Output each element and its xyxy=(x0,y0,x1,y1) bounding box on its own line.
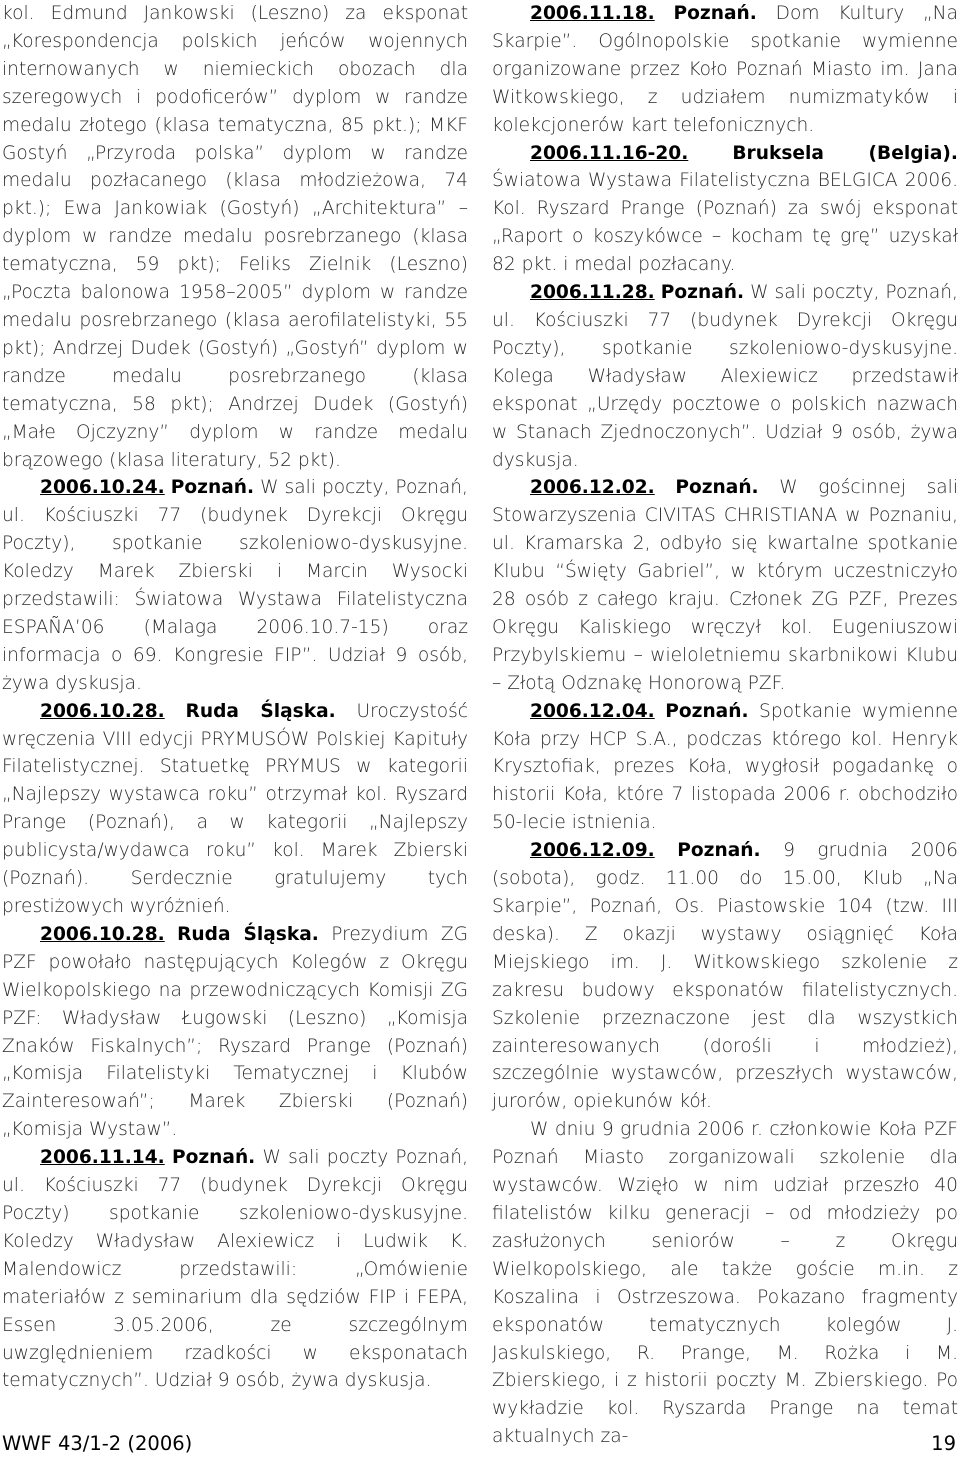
entry-2006-12-09 xyxy=(492,837,958,1116)
entry-place: Ruda Śląska. xyxy=(185,700,336,722)
entry-date: 2006.11.28. xyxy=(530,282,655,304)
entry-place: Poznań. xyxy=(677,840,761,862)
entry-text: Światowa Wystawa Filatelistyczna BELGICA 2006. Kol. Ryszard Prange (Poznań) za swój eksponat „Raport o koszykówce – kocham tę grę” uzyskał 82 pkt. i medal pozłacany. xyxy=(492,170,958,276)
entry-place: Poznań. xyxy=(665,700,749,722)
entry-place: Poznań. xyxy=(170,477,255,499)
entry-date: 2006.10.28. xyxy=(40,923,165,945)
entry-place: Ruda Śląska. xyxy=(177,923,319,945)
entry-place: Bruksela (Belgia). xyxy=(732,142,958,164)
entry-2006-11-14 xyxy=(2,1144,468,1395)
entry-2006-12-04 xyxy=(492,698,958,838)
entry-date: 2006.11.14. xyxy=(40,1147,165,1169)
entry-text: Uroczystość wręczenia VIII edycji PRYMUSÓW Polskiej Kapituły Filatelistycznej. Statuetkę PRYMUS w kategorii „Najlepszy wystawca roku” otrzymał kol. Ryszard Prange (Poznań), a w kategorii „Najlepszy publicysta/wydawca roku” kol. Marek Zbierski (Poznań). Serdecznie gratulujemy tych prestiżowych wyróżnień. xyxy=(2,700,468,917)
entry-text: W gościnnej sali Stowarzyszenia CIVITAS CHRISTIANA w Poznaniu, ul. Kramarska 2, odbyło się kwartalne spotkanie Klubu “Święty Gabriel”, w którym uczestniczyło 28 osób z całego kraju. Członek ZG PZF, Prezes Okręgu Kaliskiego wręczył kol. Eugeniuszowi Przybylskiemu – wieloletniemu skarbnikowi Klubu – Złotą Odznakę Honorową PZF. xyxy=(492,477,959,694)
entry-date: 2006.11.18. xyxy=(530,3,655,24)
entry-text: W sali poczty, Poznań, ul. Kościuszki 77 (budynek Dyrekcji Okręgu Poczty), spotkanie szkoleniowo-dyskusyjne. Koledzy Marek Zbierski i Marcin Wysocki przedstawili: Światowa Wystawa Filatelistyczna ESPAÑA’06 (Malaga 2006.10.7-15) oraz informacja o 69. Kongresie FIP”. Udział 9 osób, żywa dyskusja. xyxy=(2,477,468,694)
left-column xyxy=(2,0,468,1395)
entry-date: 2006.12.02. xyxy=(530,477,655,499)
entry-text: Spotkanie wymienne Koła przy HCP S.A., podczas którego kol. Henryk Krysztofiak, prezes Koła, wygłosił pogadankę o historii Koła, które 7 listopada 2006 r. obchodziło 50-lecie istnienia. xyxy=(492,700,958,834)
entry-text: W sali poczty Poznań, ul. Kościuszki 77 (budynek Dyrekcji Okręgu Poczty) spotkanie szkoleniowo-dyskusyjne. Koledzy Władysław Alexiewicz i Ludwik K. Malendowicz przedstawili: „Omówienie materiałów z seminarium dla sędziów FIP i FEPA, Essen 3.05.2006, ze szczególnym uwzględnieniem rzadkości w eksponatach tematycznych”. Udział 9 osób, żywa dyskusja. xyxy=(2,1147,468,1392)
entry-date: 2006.11.16-20. xyxy=(530,142,689,164)
entry-date: 2006.10.24. xyxy=(40,477,165,499)
entry-text: 9 grudnia 2006 (sobota), godz. 11.00 do 15.00, Klub „Na Skarpie”, Poznań, Os. Piastowskie 104 (tzw. III deska). Z okazji wystawy osiągnięć Koła Miejskiego im. J. Witkowskiego szkolenie z zakresu budowy eksponatów filatelistycznych. Szkolenie przeznaczone jest dla wszystkich zainteresowanych (dorośli i młodzież), szczególnie wystawców, przeszłych wystawców, jurorów, opiekunów kół. xyxy=(492,840,958,1113)
page-footer xyxy=(2,1432,956,1455)
entry-place: Poznań. xyxy=(673,3,757,24)
entry-2006-10-24 xyxy=(2,474,468,697)
entry-2006-11-16-20 xyxy=(492,140,958,280)
right-column xyxy=(492,0,958,1451)
entry-2006-11-28 xyxy=(492,279,958,474)
entry-2006-11-18 xyxy=(492,0,958,140)
entry-place: Poznań. xyxy=(675,477,759,499)
entry-date: 2006.12.09. xyxy=(530,840,655,862)
paragraph-awards-continued: kol. Edmund Jankowski (Leszno) za eksponat „Korespondencja polskich jeńców wojennych internowanych w niemieckich obozach dla szeregowych i podoficerów” dyplom w randze medalu złotego (klasa tematyczna, 85 pkt.); MKF Gostyń „Przyroda polska” dyplom w randze medalu pozłacanego (klasa młodzieżowa, 74 pkt.); Ewa Jankowiak (Gostyń) „Architektura” – dyplom w randze medalu posrebrzanego (klasa tematyczna, 59 pkt); Feliks Zielnik (Leszno) „Poczta balonowa 1958–2005” dyplom w randze medalu posrebrzanego (klasa aerofilatelistyki, 55 pkt); Andrzej Dudek (Gostyń) „Gostyń” dyplom w randze medalu posrebrzanego (klasa tematyczna, 58 pkt); Andrzej Dudek (Gostyń) „Małe Ojczyzny” dyplom w randze medalu brązowego (klasa literatury, 52 pkt). xyxy=(2,3,468,471)
entry-2006-12-02 xyxy=(492,474,958,697)
entry-text: Dom Kultury „Na Skarpie”. Ogólnopolskie spotkanie wymienne organizowane przez Koło Poznań Miasto im. Jana Witkowskiego, z udziałem numizmatyków i kolekcjonerów kart telefonicznych. xyxy=(492,3,958,136)
entry-place: Poznań. xyxy=(660,282,745,304)
entry-text: W sali poczty, Poznań, ul. Kościuszki 77 (budynek Dyrekcji Okręgu Poczty), spotkanie szkoleniowo-dyskusyjne. Kolega Władysław Alexiewicz przedstawił eksponat „Urzędy pocztowe o polskich nazwach w Stanach Zjednoczonych”. Udział 9 osób, żywa dyskusja. xyxy=(492,282,958,471)
entry-2006-10-28-a xyxy=(2,698,468,921)
entry-date: 2006.12.04. xyxy=(530,700,655,722)
page-number: 19 xyxy=(931,1432,956,1455)
entry-date: 2006.10.28. xyxy=(40,700,165,722)
entry-2006-10-28-b xyxy=(2,921,468,1144)
entry-text: Prezydium ZG PZF powołało następujących Kolegów z Okręgu Wielkopolskiego na przewodniczących Komisji ZG PZF: Władysław Ługowski (Leszno) „Komisja Znaków Fiskalnych”; Ryszard Prange (Poznań) „Komisja Filatelistyki Tematycznej i Klubów Zainteresowań”; Marek Zbierski (Poznań) „Komisja Wystaw”. xyxy=(2,923,468,1141)
entry-place: Poznań. xyxy=(171,1147,256,1169)
paragraph-training-report: W dniu 9 grudnia 2006 r. członkowie Koła PZF Poznań Miasto zorganizowali szkolenie dla wystawców. Wzięło w nim udział przeszło 40 filatelistów kilku generacji – od młodzieży po zasłużonych seniorów – z Okręgu Wielkopolskiego, ale także goście m.in. z Koszalina i Ostrzeszowa. Pokazano fragmenty eksponatów tematycznych kolegów J. Jaskulskiego, R. Prange, M. Rożka i M. Zbierskiego, i z historii poczty M. Zbierskiego. Po wykładzie kol. Ryszarda Prange na temat aktualnych za- xyxy=(492,1119,958,1448)
journal-issue: WWF 43/1-2 (2006) xyxy=(2,1432,193,1455)
